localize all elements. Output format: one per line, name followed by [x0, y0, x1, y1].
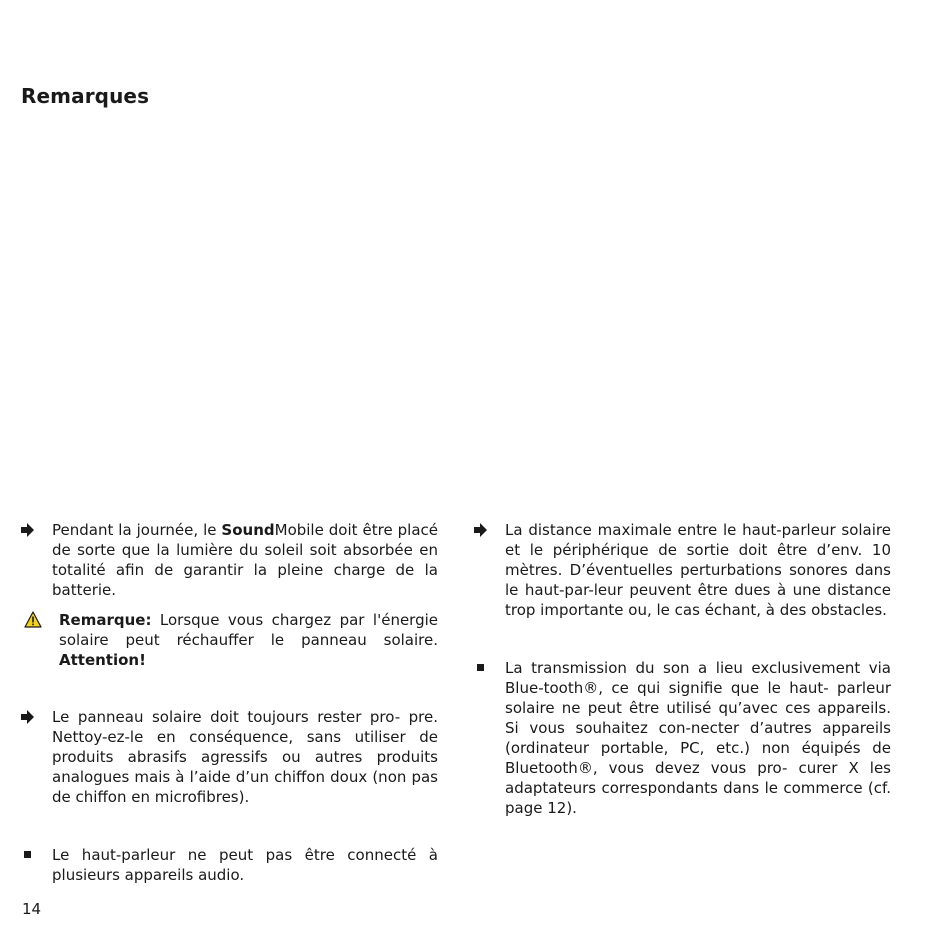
arrow-right-icon: [21, 520, 41, 540]
list-item-daytime-placement: [21, 520, 438, 600]
page-title: Remarques: [21, 84, 150, 108]
warning-triangle-icon: [24, 611, 42, 633]
square-bullet-icon: [477, 664, 484, 671]
list-item-cleaning: [21, 707, 438, 807]
page-number: 14: [22, 900, 42, 918]
list-item-max-distance: [474, 520, 891, 620]
note-attention: Attention!: [59, 651, 146, 669]
square-bullet-icon: [24, 851, 31, 858]
item-text: La transmission du son a lieu exclusivement via Blue-tooth®, ce qui signifie que le haut- parleur solaire ne peut être utilisé qu’avec ces appareils. Si vous souhaitez con-necter d’autres appareils (ordinateur portable, PC, etc.) non équipés de Bluetooth®, vous devez vous pro- curer X les adaptateurs correspondants dans le commerce (cf. page 12).: [505, 659, 891, 817]
brand-bold: Sound: [221, 521, 275, 539]
item-text-continued: Mobile doit être placé de sorte que la lumière du soleil soit absorbée en totalité afin de garantir la pleine charge de la batterie.: [52, 521, 438, 599]
item-text: Le panneau solaire doit toujours rester pro- pre. Nettoy-ez-le en conséquence, sans utiliser de produits abrasifs agressifs ou autres produits analogues mais à l’aide d’un chiffon doux (non pas de chiffon en microfibres).: [52, 708, 438, 806]
note-label: Remarque:: [59, 611, 152, 629]
list-item-bluetooth: [474, 658, 891, 818]
right-column: [474, 520, 891, 818]
note-text: Lorsque vous chargez par l'énergie solaire peut réchauffer le panneau solaire.: [59, 611, 438, 649]
item-text: La distance maximale entre le haut-parleur solaire et le périphérique de sortie doit être d’env. 10 mètres. D’éventuelles perturbations sonores dans le haut-par-leur peuvent être dues à une distance trop importante ou, le cas échant, à des obstacles.: [505, 521, 891, 619]
left-column: [21, 520, 438, 885]
list-item-single-device: [21, 845, 438, 885]
warning-note: [21, 610, 438, 670]
item-text: Le haut-parleur ne peut pas être connecté à plusieurs appareils audio.: [52, 846, 438, 884]
arrow-right-icon: [474, 520, 494, 540]
item-text: Pendant la journée, le: [52, 521, 222, 539]
arrow-right-icon: [21, 707, 41, 727]
